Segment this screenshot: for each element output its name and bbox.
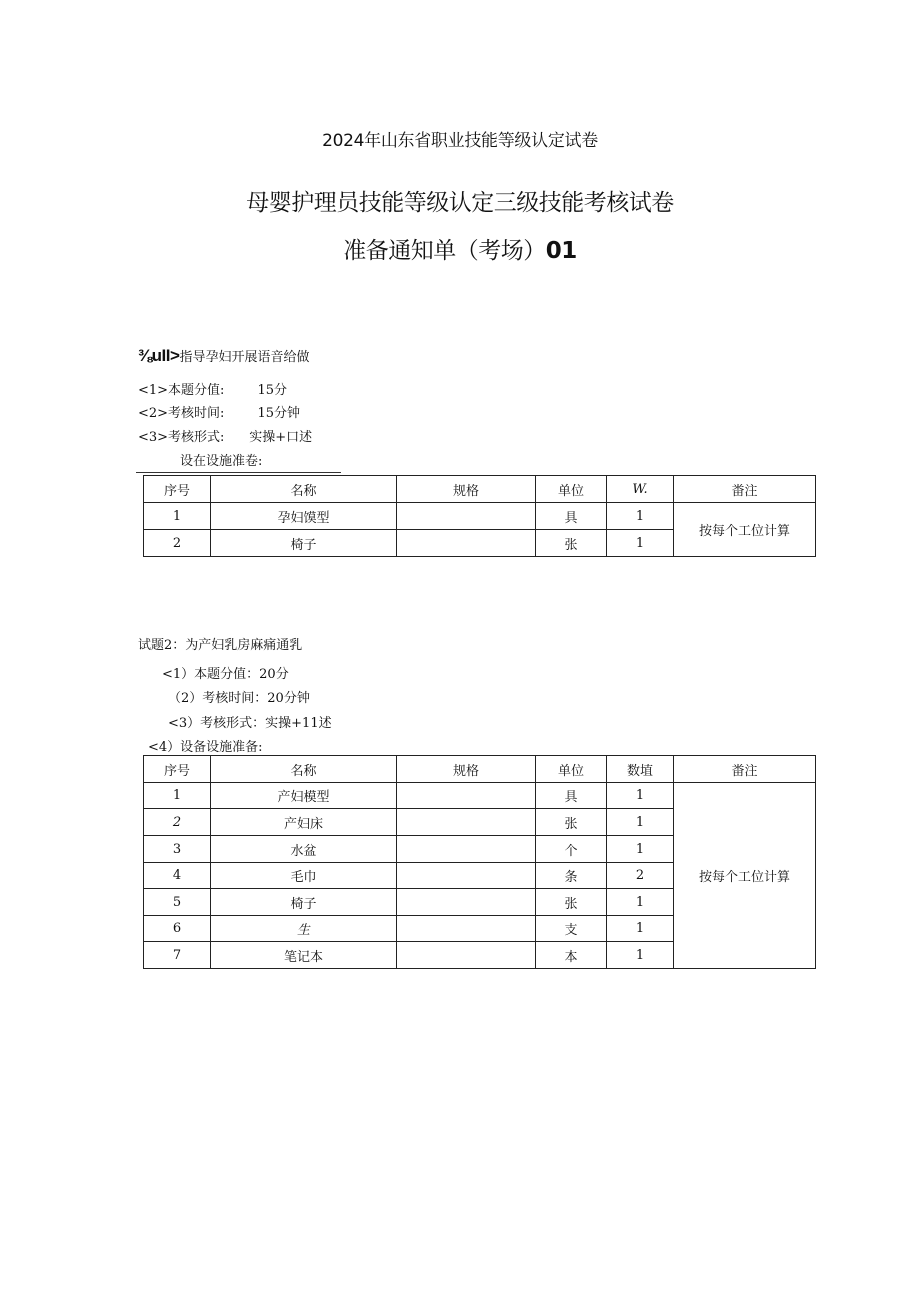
table-header-row	[144, 756, 816, 783]
cell-spec	[397, 809, 536, 836]
table-row	[144, 783, 816, 809]
cell-spec	[397, 942, 536, 969]
question1-heading-text: 指导孕妇开展语音给做	[179, 350, 310, 365]
cell-index: 6	[144, 916, 211, 942]
question2-heading: 试题2：为产妇乳房麻痛通乳	[138, 638, 303, 653]
cell-unit: 具	[536, 503, 607, 530]
cell-index: 2	[144, 530, 211, 557]
exam-title: 2024年山东省职业技能等级认定试卷	[322, 131, 598, 151]
cell-note: 按每个工位计算	[674, 503, 816, 557]
question2-equipment-table	[143, 755, 816, 969]
question1-heading	[138, 346, 309, 366]
question1-format: <3>考核形式: 实操+口述	[138, 430, 313, 445]
cell-unit: 具	[536, 783, 607, 809]
question1-equipment-label: 设在设施准卷:	[180, 454, 263, 469]
cell-qty: 1	[607, 836, 674, 863]
cell-name: 椅子	[211, 530, 397, 557]
cell-unit: 张	[536, 889, 607, 916]
header-cell: W.	[607, 476, 674, 503]
cell-spec	[397, 836, 536, 863]
question2-time: （2）考核时间：20分钟	[168, 691, 310, 706]
cell-qty: 1	[607, 889, 674, 916]
cell-spec	[397, 783, 536, 809]
table-row	[144, 503, 816, 530]
cell-name: 生	[211, 916, 397, 942]
cell-qty: 1	[607, 503, 674, 530]
cell-name: 椅子	[211, 889, 397, 916]
cell-qty: 1	[607, 916, 674, 942]
subtitle	[0, 232, 920, 265]
cell-note: 按每个工位计算	[674, 783, 816, 969]
cell-name: 产妇模型	[211, 783, 397, 809]
cell-index: 1	[144, 783, 211, 809]
header-cell: 数埴	[607, 756, 674, 783]
cell-unit: 个	[536, 836, 607, 863]
header-cell: 序号	[144, 476, 211, 503]
cell-qty: 1	[607, 530, 674, 557]
cell-spec	[397, 889, 536, 916]
subtitle-number: 01	[545, 238, 577, 264]
question1-time: <2>考核时间: 15分钟	[138, 406, 301, 421]
question2-equipment-label: <4）设备设施准备:	[148, 740, 263, 755]
cell-unit: 本	[536, 942, 607, 969]
header-cell: 单位	[536, 756, 607, 783]
table-header-row	[144, 476, 816, 503]
cell-qty: 2	[607, 863, 674, 889]
cell-unit: 条	[536, 863, 607, 889]
cell-spec	[397, 530, 536, 557]
main-title: 母婴护理员技能等级认定三级技能考核试卷	[246, 190, 674, 216]
divider-line	[136, 472, 341, 473]
cell-index: 3	[144, 836, 211, 863]
header-cell: 单位	[536, 476, 607, 503]
cell-spec	[397, 503, 536, 530]
header-cell: 规格	[397, 476, 536, 503]
cell-spec	[397, 916, 536, 942]
cell-unit: 张	[536, 530, 607, 557]
cell-index: 5	[144, 889, 211, 916]
cell-qty: 1	[607, 942, 674, 969]
question2-format: <3）考核形式：实操+11述	[168, 716, 332, 731]
header-cell: 名称	[211, 476, 397, 503]
header-cell: 名称	[211, 756, 397, 783]
cell-name: 产妇床	[211, 809, 397, 836]
header-cell: 序号	[144, 756, 211, 783]
question2-score: <1）本题分值：20分	[162, 667, 289, 682]
header-cell: 畨注	[674, 476, 816, 503]
cell-index: 7	[144, 942, 211, 969]
header-cell: 规格	[397, 756, 536, 783]
cell-spec	[397, 863, 536, 889]
cell-name: 孕妇馍型	[211, 503, 397, 530]
cell-unit: 支	[536, 916, 607, 942]
question1-score: <1>本题分值: 15分	[138, 383, 288, 398]
cell-qty: 1	[607, 809, 674, 836]
cell-name: 水盆	[211, 836, 397, 863]
question1-equipment-table	[143, 475, 816, 557]
cell-qty: 1	[607, 783, 674, 809]
cell-index: 4	[144, 863, 211, 889]
subtitle-prefix: 准备通知单（考场）	[343, 238, 546, 264]
header-cell: 畨注	[674, 756, 816, 783]
cell-name: 笔记本	[211, 942, 397, 969]
cell-index: 1	[144, 503, 211, 530]
cell-name: 毛巾	[211, 863, 397, 889]
cell-unit: 张	[536, 809, 607, 836]
question1-heading-glyph: ⅜uII>	[138, 346, 180, 365]
cell-index: 2	[144, 809, 211, 836]
